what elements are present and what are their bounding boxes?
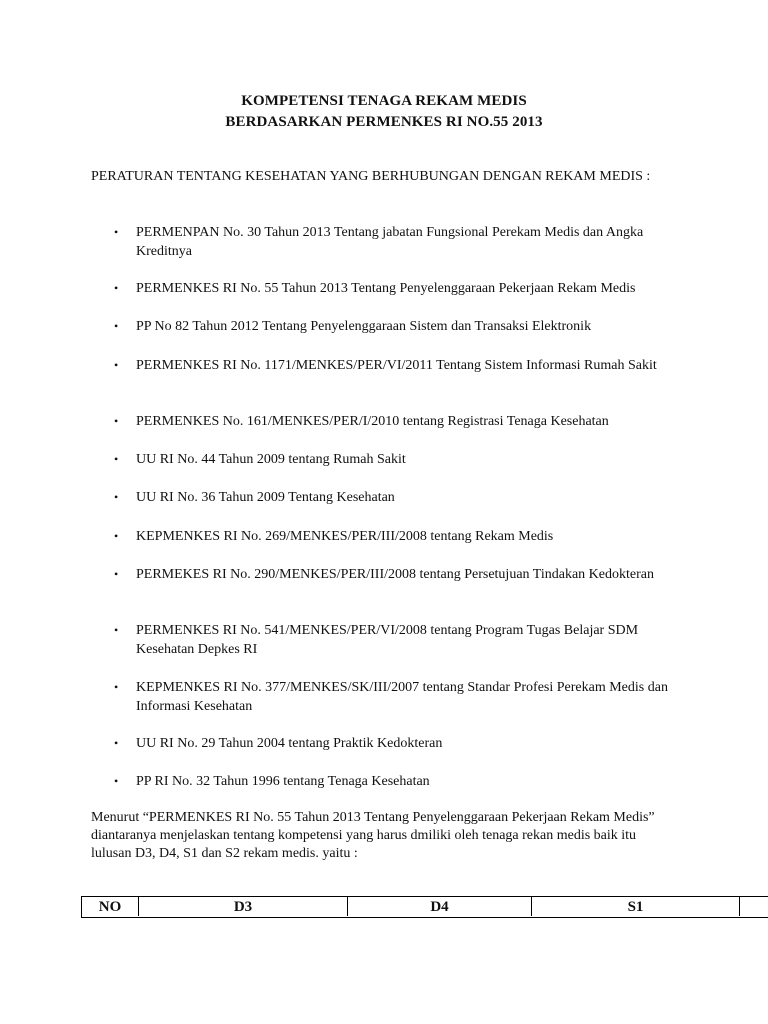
regulation-text: PERMENKES RI No. 541/MENKES/PER/VI/2008 tentang Program Tugas Belajar SDM Kesehatan Depkes RI [136, 623, 639, 657]
bullet-icon: • [114, 319, 119, 333]
table-header-no: NO [82, 897, 139, 916]
regulation-text: KEPMENKES RI No. 269/MENKES/PER/III/2008 tentang Rekam Medis [136, 529, 554, 544]
regulation-text: KEPMENKES RI No. 377/MENKES/SK/III/2007 tentang Standar Profesi Perekam Medis dan Informasi Kesehatan [136, 680, 668, 714]
regulation-text: PP RI No. 32 Tahun 1996 tentang Tenaga Kesehatan [136, 774, 430, 789]
bullet-icon: • [114, 490, 119, 504]
bullet-icon: • [114, 774, 119, 788]
bullet-icon: • [114, 623, 119, 637]
table-header-extra [740, 897, 768, 916]
bullet-icon: • [114, 736, 119, 750]
regulation-text: UU RI No. 44 Tahun 2009 tentang Rumah Sakit [136, 452, 406, 467]
competency-table-header [81, 896, 768, 918]
bullet-icon: • [114, 680, 119, 694]
bullet-icon: • [114, 414, 119, 428]
regulation-text: PP No 82 Tahun 2012 Tentang Penyelenggaraan Sistem dan Transaksi Elektronik [136, 319, 592, 334]
regulation-text: PERMENKES No. 161/MENKES/PER/I/2010 tentang Registrasi Tenaga Kesehatan [136, 414, 609, 429]
bullet-icon: • [114, 281, 119, 295]
closing-paragraph: Menurut “PERMENKES RI No. 55 Tahun 2013 Tentang Penyelenggaraan Pekerjaan Rekam Medis” diantaranya menjelaskan tentang kompetensi yang harus dmiliki oleh tenaga rekan medis baik itu lulusan D3, D4, S1 dan S2 rekam medis. yaitu : [91, 810, 655, 861]
regulation-text: UU RI No. 36 Tahun 2009 Tentang Kesehatan [136, 490, 395, 505]
table-header-s1: S1 [532, 897, 740, 916]
bullet-icon: • [114, 452, 119, 466]
regulation-text: PERMENKES RI No. 55 Tahun 2013 Tentang Penyelenggaraan Pekerjaan Rekam Medis [136, 281, 636, 296]
bullet-icon: • [114, 529, 119, 543]
regulation-text: PERMENPAN No. 30 Tahun 2013 Tentang jabatan Fungsional Perekam Medis dan Angka Kreditnya [136, 225, 644, 259]
bullet-icon: • [114, 358, 119, 372]
regulation-text: PERMENKES RI No. 1171/MENKES/PER/VI/2011 Tentang Sistem Informasi Rumah Sakit [136, 358, 657, 373]
table-header-d4: D4 [348, 897, 532, 916]
intro-paragraph: PERATURAN TENTANG KESEHATAN YANG BERHUBUNGAN DENGAN REKAM MEDIS : [91, 169, 651, 184]
bullet-icon: • [114, 567, 119, 581]
regulation-text: UU RI No. 29 Tahun 2004 tentang Praktik Kedokteran [136, 736, 443, 751]
document-title-line-1: KOMPETENSI TENAGA REKAM MEDIS [241, 93, 527, 109]
bullet-icon: • [114, 225, 119, 239]
regulation-text: PERMEKES RI No. 290/MENKES/PER/III/2008 tentang Persetujuan Tindakan Kedokteran [136, 567, 654, 582]
table-header-d3: D3 [139, 897, 348, 916]
document-title-line-2: BERDASARKAN PERMENKES RI NO.55 2013 [225, 114, 543, 130]
